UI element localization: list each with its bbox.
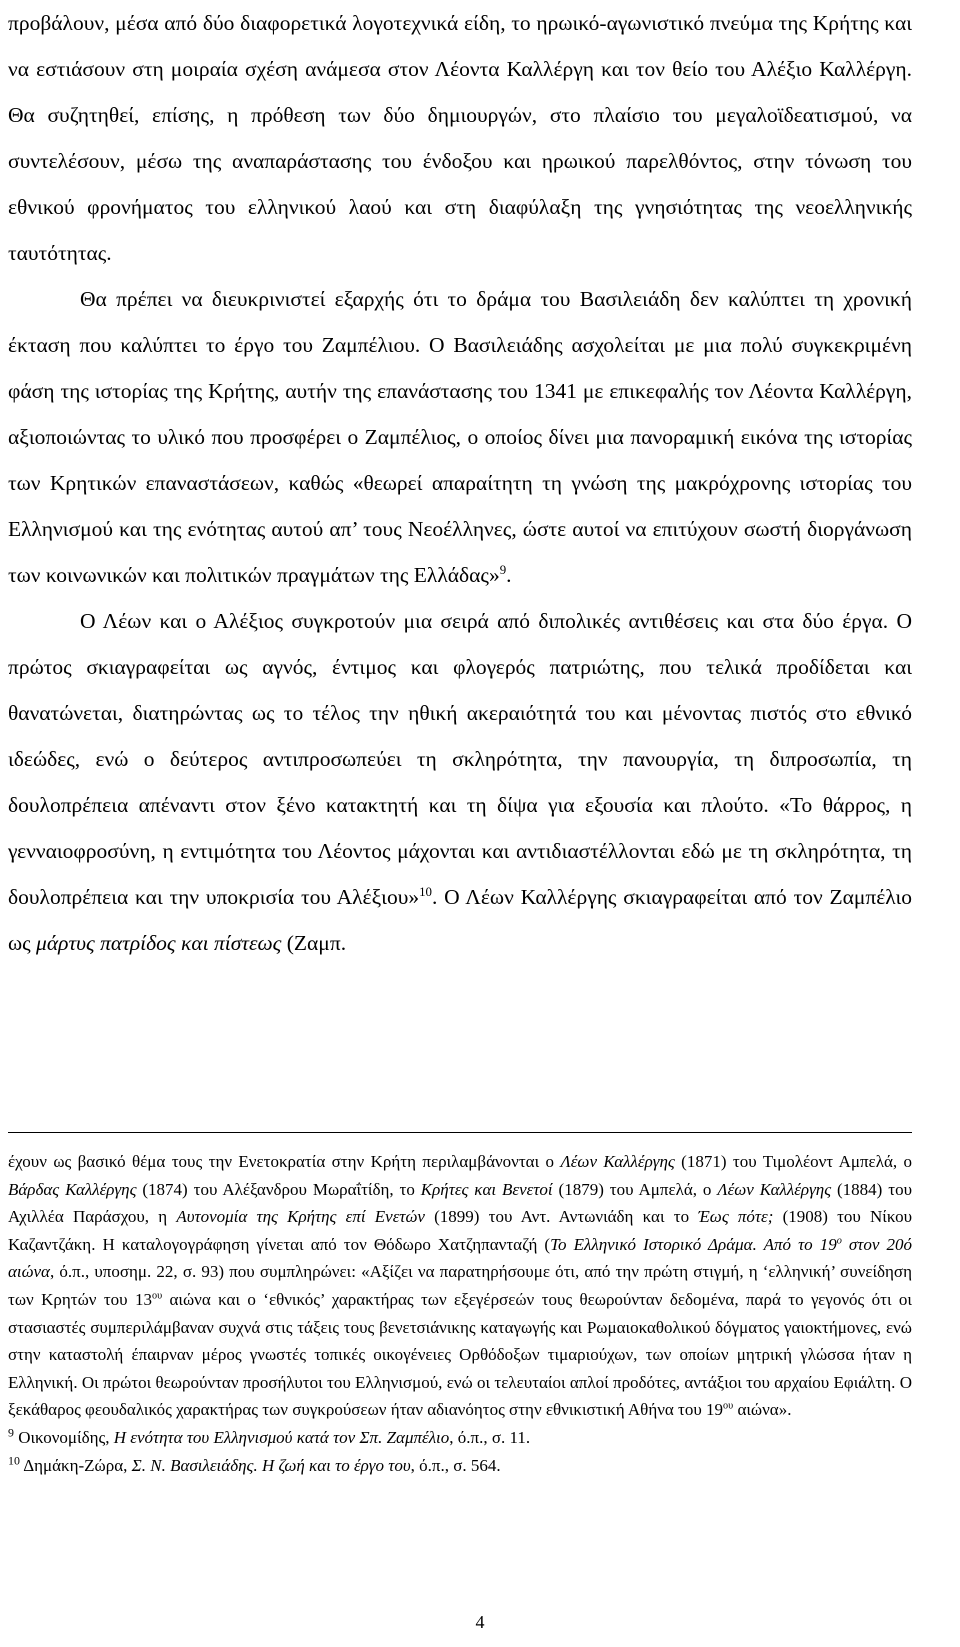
footnote-10: [8, 1452, 912, 1480]
main-text: [8, 0, 912, 966]
work-title: στον 20ό αιώνα: [8, 1234, 912, 1282]
footnote-text: (1874) του Αλέξανδρου Μωραΐτίδη, το: [136, 1179, 421, 1199]
paragraph-2: [8, 276, 912, 598]
paragraph-text: (Ζαμπ.: [281, 931, 347, 955]
italic-phrase: μάρτυς πατρίδος και πίστεως: [36, 931, 282, 955]
superscript: ο: [836, 1235, 842, 1247]
footnote-text: , ό.π., σ. 11.: [449, 1427, 531, 1447]
footnote-text: (1899) του Αντ. Αντωνιάδη και το: [424, 1207, 699, 1227]
footnotes: [8, 1148, 912, 1479]
footnote-text: (1871) του Τιμολέοντ Αμπελά, ο: [674, 1152, 912, 1171]
footnote-number: 10: [8, 1452, 20, 1467]
work-title: Σ. Ν. Βασιλειάδης. Η ζωή και το έργο του: [131, 1455, 411, 1475]
footnote-text: (1884) του Αχιλλέα Παράσχου, η: [8, 1179, 912, 1227]
paragraph-text: .: [506, 563, 512, 587]
paragraph-text: . Ο Λέων Καλλέργης σκιαγραφείται από τον Ζαμπέλιο ως: [8, 885, 912, 955]
superscript: ου: [151, 1290, 163, 1302]
footnote-separator: [8, 1132, 912, 1133]
work-title: Κρήτες και Βενετοί: [420, 1179, 553, 1199]
footnote-text: αιώνα».: [733, 1400, 792, 1420]
footnote-text: , ό.π., υποσημ. 22, σ. 93) που συμπληρώνει: «Αξίζει να παρατηρήσουμε ότι, από την πρώτη στιγμή, η ‘ελληνική’ συνείδηση των Κρητών του 13: [8, 1262, 912, 1309]
work-title: Βάρδας Καλλέργης: [8, 1179, 137, 1199]
footnote-continued: [8, 1148, 912, 1424]
paragraph-text: προβάλουν, μέσα από δύο διαφορετικά λογοτεχνικά είδη, το ηρωικό-αγωνιστικό πνεύμα της Κρήτης και να εστιάσουν στη μοιραία σχέση ανάμεσα στον Λέοντα Καλλέργη και τον θείο του Αλέξιο Καλλέργη. Θα συζητηθεί, επίσης, η πρόθεση των δύο δημιουργών, στο πλαίσιο του μεγαλοϊδεατισμού, να συντελέσουν, μέσω της αναπαράστασης του ένδοξου και ηρωικού παρελθόντος, στην τόνωση του εθνικού φρονήματος του ελληνικού λαού και στη διαφύλαξη της γνησιότητας της νεοελληνικής ταυτότητας.: [8, 11, 912, 265]
work-title: Η ενότητα του Ελληνισμού κατά τον Σπ. Ζαμπέλιο: [113, 1427, 450, 1447]
paragraph-1: [8, 0, 912, 276]
footnote-text: , ό.π., σ. 564.: [410, 1455, 501, 1475]
footnote-text: (1879) του Αμπελά, ο: [552, 1179, 718, 1199]
footnote-text: (1908) του Νίκου Καζαντζάκη. Η καταλογογράφηση γίνεται από τον Θόδωρο Χατζηπανταζή (: [8, 1207, 912, 1254]
work-title: Λέων Καλλέργης: [717, 1179, 832, 1199]
footnote-text: Οικονομίδης,: [13, 1427, 114, 1447]
work-title: Το Ελληνικό Ιστορικό Δράμα. Από το 19: [550, 1234, 837, 1254]
paragraph-text: Ο Λέων και ο Αλέξιος συγκροτούν μια σειρά από διπολικές αντιθέσεις και στα δύο έργα. Ο πρώτος σκιαγραφείται ως αγνός, έντιμος και φλογερός πατριώτης, που τελικά προδίδεται και θανατώνεται, διατηρώντας ως το τέλος την ηθική ακεραιότητά του και μένοντας πιστός στο εθνικό ιδεώδες, ενώ ο δεύτερος αντιπροσωπεύει τη σκληρότητα, την πανουργία, τη διπροσωπία, τη δουλοπρέπεια απέναντι στον ξένο κατακτητή και τη δίψα για εξουσία και πλούτο. «Το θάρρος, η γενναιοφροσύνη, η εντιμότητα του Λέοντος μάχονται και αντιδιαστέλλονται εδώ με τη σκληρότητα, τη δουλοπρέπεια και την υποκρισία του Αλέξιου»: [8, 609, 912, 909]
work-title: Λέων Καλλέργης: [560, 1152, 675, 1171]
footnote-9: [8, 1424, 912, 1452]
page-number: 4: [475, 1612, 485, 1632]
footnote-text: αιώνα και ο ‘εθνικός’ χαρακτήρας των εξεγέρσεών τους θεωρούνταν δεδομένα, παρά το γεγονός ότι οι στασιαστές συμπεριλάμβαναν συχνά στις τάξεις τους βενετσιάνικης καταγωγής και Ρωμαιοκαθολικού δόγματος γαιοκτήμονες, ενώ στην καταστολή έπαιρναν μέρος γνωστές τοπικές οικογένειες Ορθόδοξων τιμαριούχων, των οποίων μητρική γλώσσα ήταν η Ελληνική. Οι πρώτοι θεωρούνταν προσήλυτοι του Ελληνισμού, ενώ οι τελευταίοι απλοί προδότες, αντάξιοι του αρχαίου Εφιάλτη. Ο ξεκάθαρος φεουδαλικός χαρακτήρας των συγκρούσεων ήταν αδιανόητος στην εθνικιστική Αθήνα του 19: [8, 1289, 912, 1420]
paragraph-text: Θα πρέπει να διευκρινιστεί εξαρχής ότι το δράμα του Βασιλειάδη δεν καλύπτει τη χρονική έκταση που καλύπτει το έργο του Ζαμπέλιου. Ο Βασιλειάδης ασχολείται με μια πολύ συγκεκριμένη φάση της ιστορίας της Κρήτης, αυτήν της επανάστασης του 1341 με επικεφαλής τον Λέοντα Καλλέργη, αξιοποιώντας το υλικό που προσφέρει ο Ζαμπέλιος, ο οποίος δίνει μια πανοραμική εικόνα της ιστορίας των Κρητικών επαναστάσεων, καθώς «θεωρεί απαραίτητη τη γνώση της μακρόχρονης ιστορίας του Ελληνισμού και της ενότητας αυτού απ’ τους Νεοέλληνες, ώστε αυτοί να επιτύχουν σωστή διοργάνωση των κοινωνικών και πολιτικών πραγμάτων της Ελλάδας»: [8, 287, 912, 587]
footnote-text: έχουν ως βασικό θέμα τους την Ενετοκρατία στην Κρήτη περιλαμβάνονται ο: [8, 1152, 561, 1171]
footnote-text: Δημάκη-Ζώρα,: [19, 1455, 132, 1475]
superscript: ου: [723, 1400, 734, 1412]
work-title: Αυτονομία της Κρήτης επί Ενετών: [176, 1207, 425, 1227]
footnote-reference-10[interactable]: 10: [419, 884, 432, 899]
footnote-number: 9: [8, 1425, 14, 1440]
paragraph-3: [8, 598, 912, 966]
work-title: Έως πότε;: [698, 1207, 774, 1227]
footnote-reference-9[interactable]: 9: [499, 562, 507, 577]
